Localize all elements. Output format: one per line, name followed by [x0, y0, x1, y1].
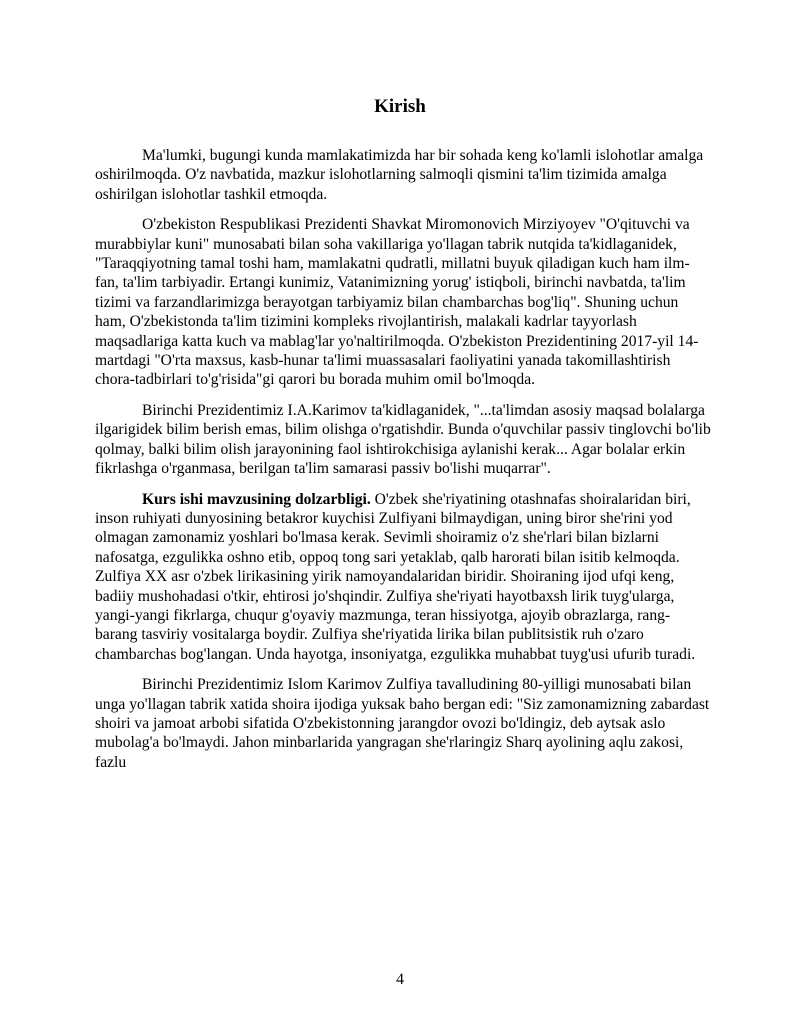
paragraph-lead: Kurs ishi mavzusining dolzarbligi. [142, 490, 371, 508]
paragraph-intro [95, 146, 711, 204]
document-body [95, 146, 711, 783]
paragraph-text: Ma'lumki, bugungi kunda mamlakatimizda har bir sohada keng ko'lamli islohotlar amalga oshirilmoqda. O'z navbatida, mazkur islohotlarning salmoqli qismini ta'lim tizimida amalga oshirilgan islohotlar tashkil etmoqda. [95, 147, 704, 203]
paragraph-text: O'zbekiston Respublikasi Prezidenti Shavkat Miromonovich Mirziyoyev "O'qituvchi va murabbiylar kuni" munosabati bilan soha vakillariga yo'llagan tabrik nutqida ta'kidlaganidek, "Taraqqiyotning tamal toshi ham, mamlakatni qudratli, millatni buyuk qiladigan kuch ham ilm-fan, ta'lim tarbiyadir. Ertangi kunimiz, Vatanimizning yorug' istiqboli, birinchi navbatda, ta'lim tizimi va farzandlarimizga berayotgan tarbiyamiz bilan chambarchas bog'liq". Shuning uchun ham, O'zbekistonda ta'lim tizimini kompleks rivojlantirish, malakali kadrlar tayyorlash maqsadlariga katta kuch va mablag'lar yo'naltirilmoqda. O'zbekiston Prezidentining 2017-yil 14-martdagi "O'rta maxsus, kasb-hunar ta'limi muassasalari faoliyatini yanada takomillashtirish chora-tadbirlari to'g'risida"gi qarori bu borada muhim omil bo'lmoqda. [95, 216, 699, 389]
paragraph-president-quote [95, 215, 711, 390]
paragraph-text: Birinchi Prezidentimiz I.A.Karimov ta'kidlaganidek, "...ta'limdan asosiy maqsad bolalarga ilgarigidek bilim berish emas, bilim olishga o'rgatishdir. Bunda o'quvchilar passiv tinglovchi bo'lib qolmay, balki bilim olish jarayonining faol ishtirokchisiga aylanishi kerak... Agar bolalar erkin fikrlashga o'rganmasa, berilgan ta'lim samarasi passiv bo'lishi muqarrar". [95, 401, 711, 478]
page-number: 4 [396, 971, 404, 988]
paragraph-text: O'zbek she'riyatining otashnafas shoiralaridan biri, inson ruhiyati dunyosining betakror kuychisi Zulfiyani bilmaydigan, uning biror she'rini yod olmagan zamonamiz yoshlari bo'lmasa kerak. Sevimli shoiramiz o'z she'rlari bilan bizlarni nafosatga, ezgulikka oshno etib, oppoq tong sari yetaklab, qalb harorati bilan isitib kelmoqda. Zulfiya XX asr o'zbek lirikasining yirik namoyandalaridan biridir. Shoiraning ijod ufqi keng, badiiy mushohadasi o'tkir, ehtirosi jo'shqindir. Zulfiya she'riyati hayotbaxsh lirik tuyg'ularga, yangi-yangi fikrlarga, chuqur g'oyaviy mazmunga, teran hissiyotga, ajoyib obrazlarga, rang-barang tasviriy vositalarga boydir. Zulfiya she'riyatida lirika bilan publitsistik ruh o'zaro chambarchas bog'langan. Unda hayotga, insoniyatga, ezgulikka muhabbat tuyg'usi ufurib turadi. [95, 490, 696, 663]
paragraph-relevance [95, 490, 711, 665]
paragraph-anniversary [95, 675, 711, 772]
page-title: Kirish [374, 96, 426, 117]
paragraph-text: Birinchi Prezidentimiz Islom Karimov Zulfiya tavalludining 80-yilligi munosabati bilan unga yo'llagan tabrik xatida shoira ijodiga yuksak baho bergan edi: "Siz zamonamizning zabardast shoiri va jamoat arbobi sifatida O'zbekistonning jarangdor ovozi bo'ldingiz, deb aytsak aslo mubolag'a bo'lmaydi. Jahon minbarlarida yangragan she'rlaringiz Sharq ayolining aqlu zakosi, fazlu [95, 676, 710, 771]
paragraph-karimov-quote [95, 401, 711, 479]
